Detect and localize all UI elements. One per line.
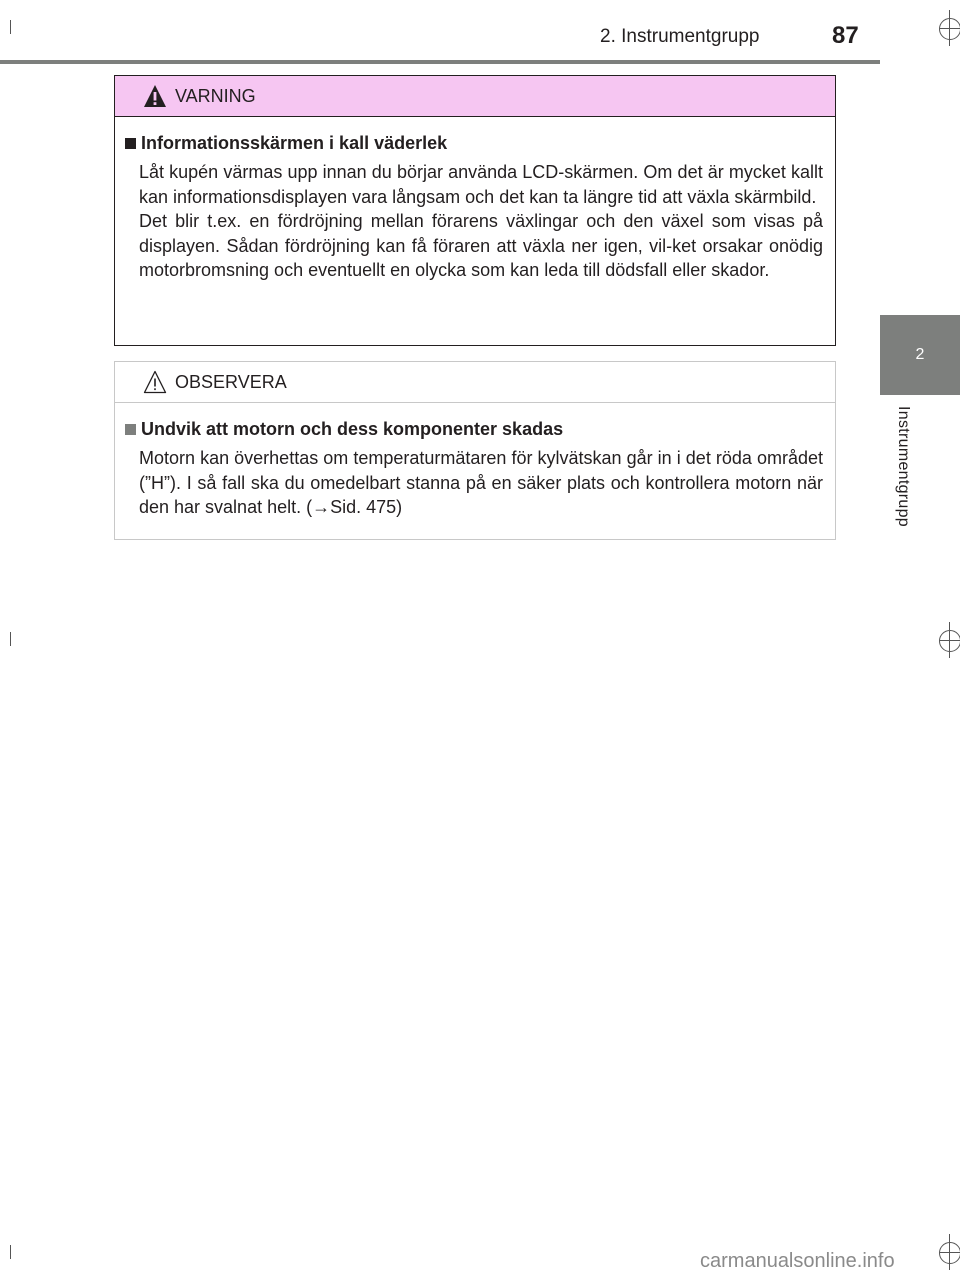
- warning-paragraph-1: Låt kupén värmas upp innan du börjar använda LCD-skärmen. Om det är mycket kallt kan informationsdisplayen vara långsam och det kan ta längre tid att växla skärmbild.: [139, 162, 823, 207]
- notice-subheading-text: Undvik att motorn och dess komponenter skadas: [141, 419, 564, 439]
- notice-body: [115, 403, 835, 520]
- notice-header: [115, 362, 835, 403]
- registration-mark-icon: [939, 1242, 960, 1264]
- warning-triangle-filled-icon: [143, 84, 167, 108]
- warning-label: VARNING: [175, 85, 256, 106]
- crop-mark: [10, 20, 11, 34]
- square-bullet-icon: [125, 138, 136, 149]
- section-title: 2. Instrumentgrupp: [600, 26, 760, 47]
- chapter-number: 2: [915, 346, 925, 363]
- registration-mark-icon: [939, 18, 960, 40]
- crop-mark: [10, 632, 11, 646]
- crop-mark: [10, 1245, 11, 1259]
- notice-subheading: [125, 419, 823, 440]
- warning-box: [114, 75, 836, 346]
- warning-paragraph-2: Det blir t.ex. en fördröjning mellan förarens växlingar och den växel som visas på displayen. Sådan fördröjning kan få föraren att växla ner igen, vil-ket orsakar onödig motorbromsning och eventuellt en olycka som kan leda till dödsfall eller skador.: [139, 211, 823, 280]
- notice-paragraph: Motorn kan överhettas om temperaturmätaren för kylvätskan går in i det röda området (”H”). I så fall ska du omedelbart stanna på en säker plats och kontrollera motorn när den har svalnat helt. (→Sid. 475): [139, 448, 823, 517]
- square-bullet-icon: [125, 424, 136, 435]
- chapter-tab: [880, 315, 960, 395]
- chapter-label: Instrumentgrupp: [895, 406, 912, 528]
- notice-box: [114, 361, 836, 540]
- registration-mark-icon: [939, 630, 960, 652]
- page-number: 87: [832, 22, 859, 49]
- warning-header: [115, 76, 835, 117]
- notice-label: OBSERVERA: [175, 371, 287, 392]
- warning-subheading-text: Informationsskärmen i kall väderlek: [141, 133, 448, 153]
- warning-subheading: [125, 133, 823, 154]
- watermark: carmanualsonline.info: [700, 1250, 895, 1272]
- warning-triangle-outline-icon: [143, 370, 167, 394]
- warning-body: [115, 117, 835, 283]
- header-rule: [0, 60, 880, 64]
